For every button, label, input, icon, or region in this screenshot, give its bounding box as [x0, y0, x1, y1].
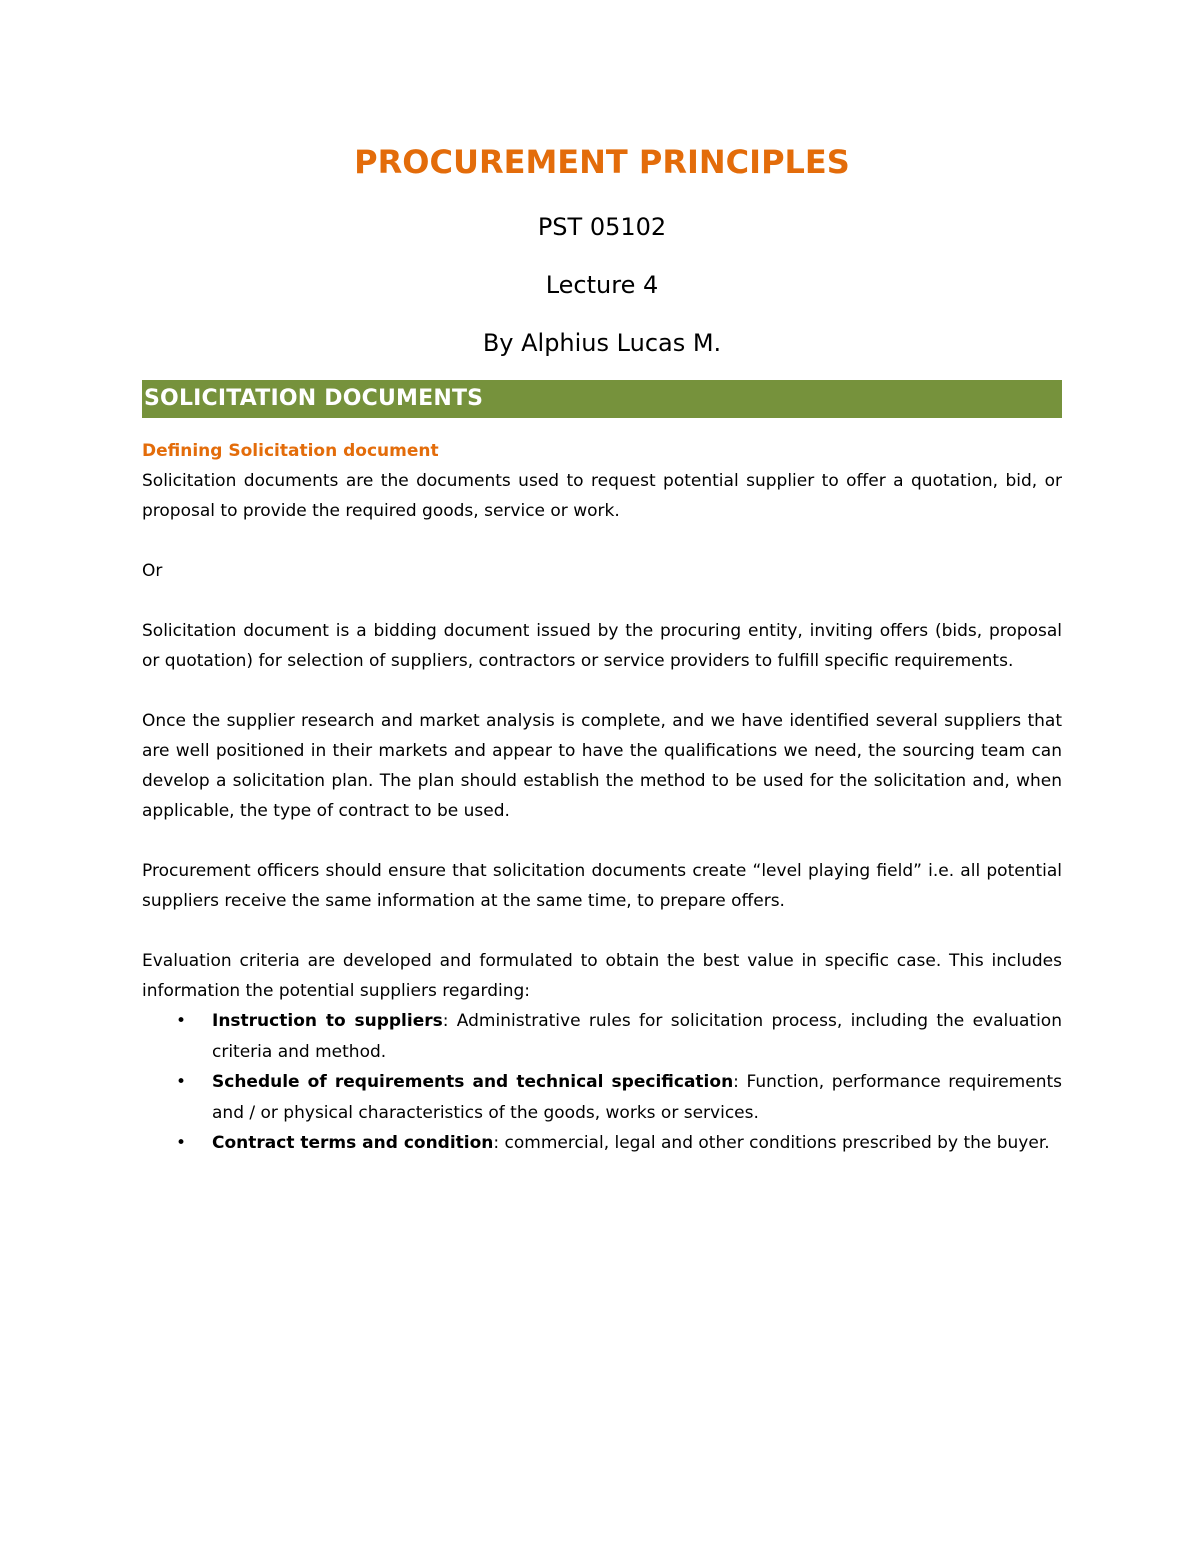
list-item [176, 1067, 1062, 1128]
list-item [176, 1128, 1062, 1159]
list-item-text: : Function, performance requirements and / or physical characteristics of the goods, works or services. [212, 1072, 1062, 1123]
bullet-icon: • [176, 1133, 187, 1153]
paragraph-evaluation-criteria: Evaluation criteria are developed and formulated to obtain the best value in specific case. This includes information the potential suppliers regarding: [142, 951, 1062, 1001]
paragraph-definition-2: Solicitation document is a bidding document issued by the procuring entity, inviting offers (bids, proposal or quotation) for selection of suppliers, contractors or service providers to fulfill specific requirements. [142, 621, 1062, 671]
subheading-definition: Defining Solicitation document [142, 441, 439, 461]
list-item [176, 1006, 1062, 1067]
paragraph-or: Or [142, 561, 163, 581]
course-code: PST 05102 [537, 213, 667, 241]
paragraph-solicitation-plan: Once the supplier research and market analysis is complete, and we have identified several suppliers that are well positioned in their markets and appear to have the qualifications we need, the sourcing team can develop a solicitation plan. The plan should establish the method to be used for the solicitation and, when applicable, the type of contract to be used. [142, 711, 1062, 821]
list-item-term: Contract terms and condition [212, 1133, 494, 1153]
paragraph-level-playing-field: Procurement officers should ensure that solicitation documents create “level playing field” i.e. all potential suppliers receive the same information at the same time, to prepare offers. [142, 861, 1062, 911]
bullet-icon: • [176, 1011, 187, 1031]
section-heading-bar [142, 380, 1062, 418]
bullet-icon: • [176, 1072, 187, 1092]
list-item-text: : commercial, legal and other conditions prescribed by the buyer. [493, 1133, 1050, 1153]
list-item-term: Schedule of requirements and technical specification [212, 1072, 734, 1092]
paragraph-definition-1: Solicitation documents are the documents used to request potential supplier to offer a quotation, bid, or proposal to provide the required goods, service or work. [142, 471, 1062, 521]
criteria-list [142, 1006, 1062, 1159]
lecture-number: Lecture 4 [545, 271, 659, 299]
list-item-term: Instruction to suppliers [212, 1011, 443, 1031]
author-line: By Alphius Lucas M. [482, 329, 722, 357]
document-title: PROCUREMENT PRINCIPLES [354, 143, 850, 181]
section-heading: SOLICITATION DOCUMENTS [144, 386, 484, 411]
list-item-text: : Administrative rules for solicitation process, including the evaluation criteria and method. [212, 1011, 1062, 1062]
document-page [142, 138, 1062, 1159]
